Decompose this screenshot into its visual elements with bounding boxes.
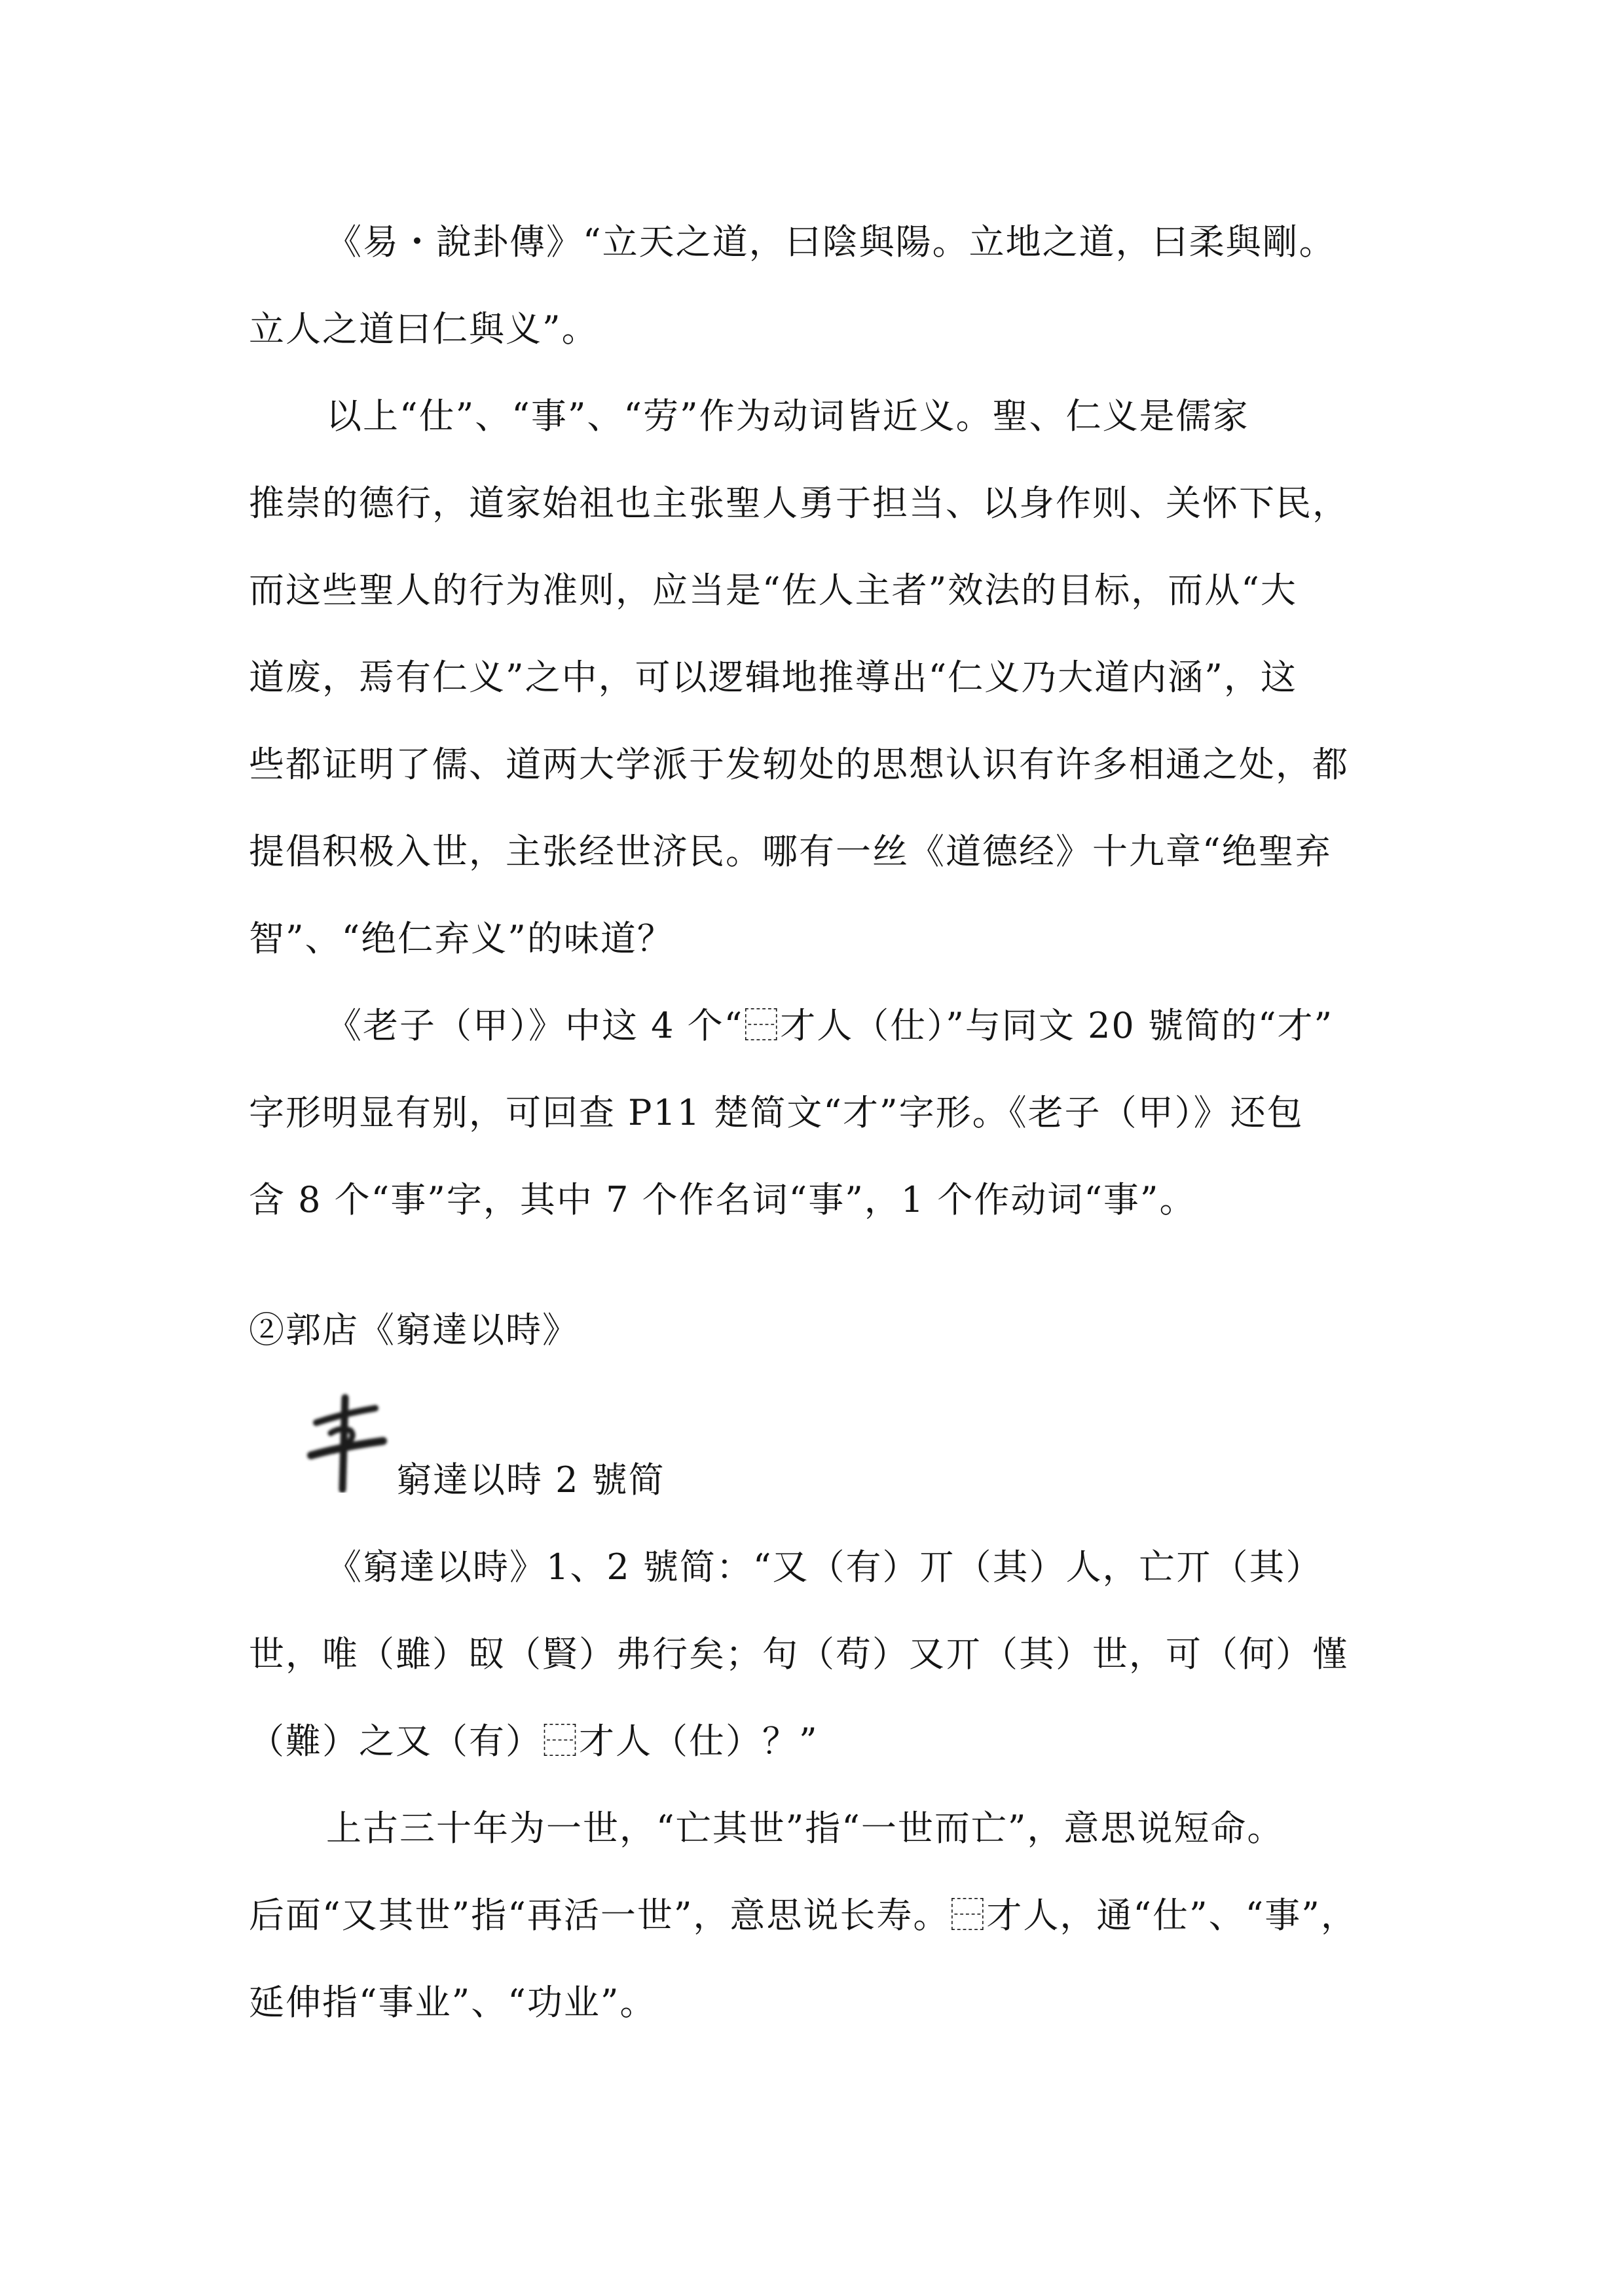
paragraph-2-line-2: 推崇的德行，道家始祖也主张聖人勇于担当、以身作则、关怀下民，: [249, 483, 1349, 524]
paragraph-1-line-1: 《易・說卦傳》“立天之道，曰陰與陽。立地之道，曰柔與剛。: [326, 221, 1336, 263]
paragraph-3-line-1: 《老子（甲）》中这 4 个“⿱才人（仕）”与同文 20 號简的“才”: [326, 1005, 1334, 1046]
paragraph-2-line-3: 而这些聖人的行为准则，应当是“佐人主者”效法的目标，而从“大: [249, 570, 1297, 611]
paragraph-3-line-3: 含 8 个“事”字，其中 7 个作名词“事”，1 个作动词“事”。: [249, 1179, 1196, 1220]
paragraph-5-line-3: 延伸指“事业”、“功业”。: [249, 1982, 657, 2023]
paragraph-2-line-7: 智”、“绝仁弃义”的味道？: [249, 918, 674, 959]
paragraph-4-line-3: （難）之又（有）⿱才人（仕）？”: [249, 1721, 819, 1762]
paragraph-2-line-6: 提倡积极入世，主张经世济民。哪有一丝《道德经》十九章“绝聖弃: [249, 831, 1332, 872]
paragraph-2-line-5: 些都证明了儒、道两大学派于发轫处的思想认识有许多相通之处，都: [249, 744, 1349, 785]
paragraph-2-line-1: 以上“仕”、“事”、“劳”作为动词皆近义。聖、仁义是儒家: [326, 395, 1249, 437]
paragraph-5-line-1: 上古三十年为一世，“亡其世”指“一世而亡”，意思说短命。: [326, 1808, 1284, 1849]
paragraph-4-line-2: 世，唯（雖）臤（賢）弗行矣；句（苟）又丌（其）世，可（何）慬: [249, 1633, 1349, 1675]
image-caption: 窮達以時 2 號简: [396, 1459, 665, 1501]
paragraph-5-line-2: 后面“又其世”指“再活一世”，意思说长寿。⿱才人，通“仕”、“事”，: [249, 1895, 1357, 1936]
paragraph-1-line-2: 立人之道曰仁與义”。: [249, 308, 599, 350]
section-heading: ②郭店《窮達以時》: [249, 1309, 579, 1351]
paragraph-4-line-1: 《窮達以時》1、2 號简：“又（有）丌（其）人，亡丌（其）: [326, 1546, 1323, 1588]
paragraph-2-line-4: 道废，焉有仁义”之中，可以逻辑地推導出“仁义乃大道内涵”，这: [249, 657, 1297, 698]
paragraph-3-line-2: 字形明显有别，可回查 P11 楚简文“才”字形。《老子（甲）》还包: [249, 1092, 1304, 1133]
document-page: [249, 0, 1385, 2296]
bamboo-slip-character-image: [304, 1385, 390, 1493]
